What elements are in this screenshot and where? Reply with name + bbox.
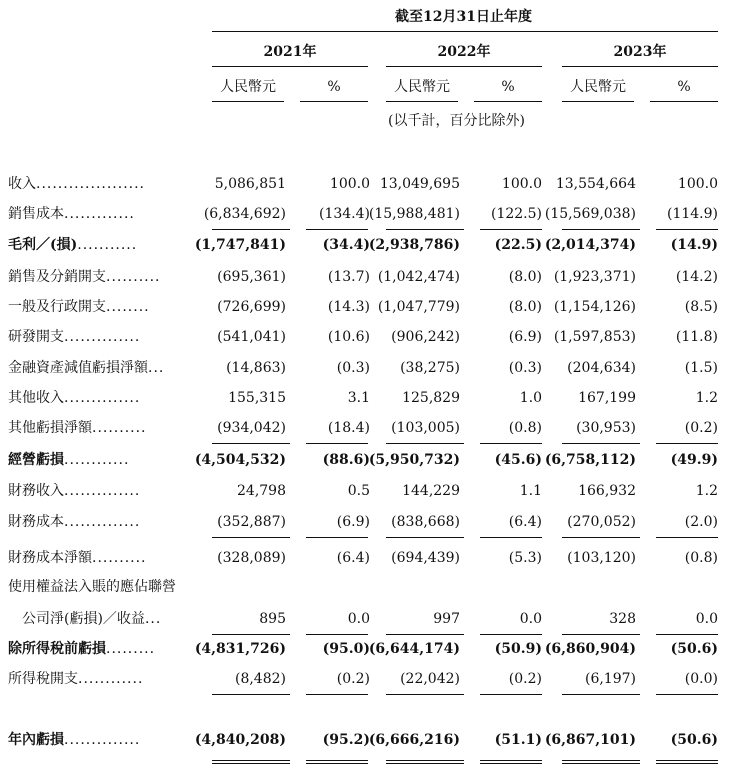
- subtotal-rule: [480, 634, 542, 635]
- row-value: (14.2): [675, 269, 718, 285]
- subtotal-rule: [480, 443, 542, 444]
- row-label-text: 使用權益法入賬的應佔聯營: [8, 579, 176, 595]
- row-label-text: 金融資產減值虧損淨額: [8, 360, 148, 376]
- row-value: (5,950,732): [368, 452, 460, 468]
- subtotal-rule: [656, 229, 718, 230]
- leader-dots: ..........: [92, 550, 147, 566]
- currency-heading-2022: 人民幣元: [394, 79, 450, 95]
- subtotal-rule: [306, 229, 368, 230]
- year-2023-rule: [562, 66, 718, 67]
- row-value: (1,597,853): [553, 329, 636, 345]
- row-value: (2,014,374): [544, 237, 636, 253]
- row-value: 144,229: [402, 483, 460, 499]
- row-value: (8.5): [684, 299, 718, 315]
- final-double-rule-top-2023a: [562, 760, 640, 761]
- leader-dots: .........: [106, 641, 156, 657]
- subtotal-rule: [386, 443, 464, 444]
- row-value: 5,086,851: [214, 176, 286, 192]
- row-value: (15,988,481): [368, 206, 460, 222]
- row-value: (2.0): [684, 514, 718, 530]
- year-2022-rule: [386, 66, 542, 67]
- row-label-text: 除所得稅前虧損: [8, 641, 106, 657]
- row-label-text: 其他虧損淨額: [8, 420, 92, 436]
- row-value: (13.7): [327, 269, 370, 285]
- row-value: (50.9): [494, 641, 542, 657]
- final-double-rule-top-2021a: [212, 760, 290, 761]
- subtotal-rule: [212, 634, 290, 635]
- row-value: (6,867,101): [544, 732, 636, 748]
- final-double-rule-bottom-2022a: [386, 763, 464, 764]
- row-value: (6.9): [508, 329, 542, 345]
- row-label: [8, 731, 188, 749]
- row-value: (1,047,779): [377, 299, 460, 315]
- row-value: (51.1): [494, 732, 542, 748]
- row-value: 3.1: [347, 390, 370, 406]
- percent-heading-2023: %: [677, 79, 691, 95]
- leader-dots: ..............: [64, 483, 141, 499]
- row-value: (0.8): [684, 550, 718, 566]
- row-value: (0.3): [336, 360, 370, 376]
- row-value: (95.0): [322, 641, 370, 657]
- leader-dots: ..............: [64, 390, 141, 406]
- leader-dots: ....................: [36, 176, 146, 192]
- row-label: [8, 389, 188, 407]
- subtotal-rule: [656, 537, 718, 538]
- final-double-rule-bottom-2023a: [562, 763, 640, 764]
- row-label: [8, 268, 188, 286]
- row-value: (4,504,532): [194, 452, 286, 468]
- row-value: 100.0: [501, 176, 542, 192]
- subtotal-rule: [656, 634, 718, 635]
- row-label: [8, 236, 188, 254]
- row-value: 0.5: [347, 483, 370, 499]
- row-value: (10.6): [327, 329, 370, 345]
- row-value: 1.2: [695, 483, 718, 499]
- row-label-text: 所得稅開支: [8, 671, 78, 687]
- row-value: (18.4): [327, 420, 370, 436]
- percent-heading-2021: %: [327, 79, 341, 95]
- row-label-text: 其他收入: [8, 390, 64, 406]
- row-value: (906,242): [391, 329, 460, 345]
- row-label: [8, 419, 188, 437]
- subtotal-rule: [562, 694, 640, 695]
- leader-dots: ............: [64, 452, 130, 468]
- leader-dots: ..............: [64, 329, 141, 345]
- subtotal-rule: [386, 694, 464, 695]
- subtotal-rule: [386, 634, 464, 635]
- row-value: (14.3): [327, 299, 370, 315]
- subtotal-rule: [306, 443, 368, 444]
- row-value: (0.0): [684, 671, 718, 687]
- row-value: (8.0): [508, 299, 542, 315]
- row-value: (6.9): [336, 514, 370, 530]
- row-value: (0.2): [336, 671, 370, 687]
- row-label: [8, 205, 188, 223]
- row-value: (8,482): [234, 671, 286, 687]
- row-value: 100.0: [677, 176, 718, 192]
- row-value: (0.3): [508, 360, 542, 376]
- row-label: [8, 640, 188, 658]
- row-value: 0.0: [347, 611, 370, 627]
- row-value: 100.0: [329, 176, 370, 192]
- leader-dots: ..............: [64, 732, 141, 748]
- row-label: [8, 670, 188, 688]
- row-value: (14.9): [670, 237, 718, 253]
- row-value: (6.4): [336, 550, 370, 566]
- leader-dots: ..........: [92, 420, 147, 436]
- subtotal-rule: [562, 229, 640, 230]
- row-value: 167,199: [578, 390, 636, 406]
- final-double-rule-top-2022b: [480, 760, 542, 761]
- row-value: (4,831,726): [194, 641, 286, 657]
- row-value: (1,747,841): [194, 237, 286, 253]
- subtotal-rule: [562, 634, 640, 635]
- row-value: 24,798: [237, 483, 286, 499]
- row-value: 895: [259, 611, 286, 627]
- row-value: (103,005): [391, 420, 460, 436]
- row-value: (30,953): [576, 420, 636, 436]
- subtotal-rule: [656, 443, 718, 444]
- row-label-text: 財務成本淨額: [8, 550, 92, 566]
- row-value: (695,361): [217, 269, 286, 285]
- final-double-rule-bottom-2023b: [656, 763, 718, 764]
- row-value: (6,666,216): [368, 732, 460, 748]
- row-value: (14,863): [226, 360, 286, 376]
- currency-rule-2021: [212, 101, 284, 102]
- subtotal-rule: [480, 694, 542, 695]
- row-value: (726,699): [217, 299, 286, 315]
- currency-rule-2023: [562, 101, 634, 102]
- year-2023-heading: 2023年: [613, 44, 667, 60]
- row-value: (328,089): [217, 550, 286, 566]
- subtotal-rule: [306, 634, 368, 635]
- row-value: 13,554,664: [555, 176, 636, 192]
- row-value: (8.0): [508, 269, 542, 285]
- row-label: [8, 482, 188, 500]
- leader-dots: ........: [106, 299, 150, 315]
- subtotal-rule: [386, 229, 464, 230]
- row-label: [8, 359, 188, 377]
- row-value: (0.2): [684, 420, 718, 436]
- subtotal-rule: [306, 694, 368, 695]
- period-heading: 截至12月31日止年度: [395, 9, 532, 25]
- row-value: (6,860,904): [544, 641, 636, 657]
- final-double-rule-bottom-2022b: [480, 763, 542, 764]
- row-value: (22,042): [400, 671, 460, 687]
- subtotal-rule: [306, 537, 368, 538]
- currency-rule-2022: [386, 101, 458, 102]
- row-value: (352,887): [217, 514, 286, 530]
- row-value: (694,439): [391, 550, 460, 566]
- row-value: (1.5): [684, 360, 718, 376]
- row-value: (50.6): [670, 732, 718, 748]
- subtotal-rule: [480, 537, 542, 538]
- leader-dots: .............: [64, 206, 135, 222]
- row-value: (15,569,038): [544, 206, 636, 222]
- row-value: (50.6): [670, 641, 718, 657]
- row-label: [8, 549, 188, 567]
- row-label: [8, 328, 188, 346]
- row-label-text: 研發開支: [8, 329, 64, 345]
- row-value: 155,315: [228, 390, 286, 406]
- row-value: 1.2: [695, 390, 718, 406]
- row-value: (34.4): [322, 237, 370, 253]
- row-value: 166,932: [578, 483, 636, 499]
- percent-heading-2022: %: [501, 79, 515, 95]
- row-value: 1.1: [519, 483, 542, 499]
- row-value: (49.9): [670, 452, 718, 468]
- row-value: 0.0: [519, 611, 542, 627]
- row-label-text: 銷售及分銷開支: [8, 269, 106, 285]
- row-value: (88.6): [322, 452, 370, 468]
- row-value: 125,829: [402, 390, 460, 406]
- percent-rule-2022: [474, 101, 542, 102]
- final-double-rule-bottom-2021a: [212, 763, 290, 764]
- units-note: (以千計，百分比除外): [388, 113, 525, 129]
- final-double-rule-bottom-2021b: [306, 763, 368, 764]
- row-value: (204,634): [567, 360, 636, 376]
- row-value: 13,049,695: [379, 176, 460, 192]
- row-label: [8, 298, 188, 316]
- row-value: (1,042,474): [377, 269, 460, 285]
- row-label-text: 一般及行政開支: [8, 299, 106, 315]
- row-value: (1,154,126): [553, 299, 636, 315]
- row-value: (1,923,371): [553, 269, 636, 285]
- year-2021-rule: [212, 66, 368, 67]
- subtotal-rule: [562, 537, 640, 538]
- row-label: [8, 451, 188, 469]
- row-label-text: 財務收入: [8, 483, 64, 499]
- row-value: (5.3): [508, 550, 542, 566]
- row-label: [8, 578, 188, 596]
- leader-dots: ..............: [64, 514, 141, 530]
- final-double-rule-top-2021b: [306, 760, 368, 761]
- row-value: (38,275): [400, 360, 460, 376]
- currency-heading-2023: 人民幣元: [570, 79, 626, 95]
- row-label-text: 經營虧損: [8, 452, 64, 468]
- row-value: (134.4): [318, 206, 370, 222]
- row-label-text: 年內虧損: [8, 732, 64, 748]
- subtotal-rule: [386, 537, 464, 538]
- subtotal-rule: [480, 229, 542, 230]
- row-label-text: 銷售成本: [8, 206, 64, 222]
- row-value: (838,668): [391, 514, 460, 530]
- leader-dots: ...: [144, 611, 162, 627]
- row-label: [8, 610, 188, 628]
- row-value: (11.8): [675, 329, 718, 345]
- row-value: 0.0: [695, 611, 718, 627]
- row-value: 997: [433, 611, 460, 627]
- row-value: (541,041): [217, 329, 286, 345]
- row-value: (122.5): [490, 206, 542, 222]
- row-value: 328: [609, 611, 636, 627]
- row-value: (22.5): [494, 237, 542, 253]
- subtotal-rule: [212, 229, 290, 230]
- row-value: (6,834,692): [203, 206, 286, 222]
- row-label-text: 收入: [8, 176, 36, 192]
- row-value: (0.2): [508, 671, 542, 687]
- leader-dots: ..........: [106, 269, 161, 285]
- row-value: (103,120): [567, 550, 636, 566]
- subtotal-rule: [212, 537, 290, 538]
- row-value: (270,052): [567, 514, 636, 530]
- row-value: (2,938,786): [368, 237, 460, 253]
- row-value: (114.9): [666, 206, 718, 222]
- row-value: (45.6): [494, 452, 542, 468]
- leader-dots: ...........: [77, 237, 138, 253]
- row-value: (95.2): [322, 732, 370, 748]
- subtotal-rule: [212, 694, 290, 695]
- row-value: (6.4): [508, 514, 542, 530]
- subtotal-rule: [562, 443, 640, 444]
- year-2022-heading: 2022年: [437, 44, 491, 60]
- row-label-text: 毛利／(損): [8, 237, 78, 253]
- period-rule: [212, 31, 718, 32]
- row-value: (6,758,112): [544, 452, 636, 468]
- currency-heading-2021: 人民幣元: [220, 79, 276, 95]
- row-value: (0.8): [508, 420, 542, 436]
- leader-dots: ...: [148, 360, 165, 376]
- final-double-rule-top-2022a: [386, 760, 464, 761]
- row-value: (6,644,174): [368, 641, 460, 657]
- row-label: [8, 513, 188, 531]
- row-label-text: 公司淨(虧損)／收益: [8, 611, 145, 627]
- row-value: 1.0: [519, 390, 542, 406]
- percent-rule-2021: [300, 101, 368, 102]
- subtotal-rule: [656, 694, 718, 695]
- row-label-text: 財務成本: [8, 514, 64, 530]
- final-double-rule-top-2023b: [656, 760, 718, 761]
- leader-dots: ............: [78, 671, 144, 687]
- row-label: [8, 175, 188, 193]
- row-value: (934,042): [217, 420, 286, 436]
- percent-rule-2023: [650, 101, 718, 102]
- subtotal-rule: [212, 443, 290, 444]
- row-value: (4,840,208): [194, 732, 286, 748]
- row-value: (6,197): [584, 671, 636, 687]
- year-2021-heading: 2021年: [263, 44, 317, 60]
